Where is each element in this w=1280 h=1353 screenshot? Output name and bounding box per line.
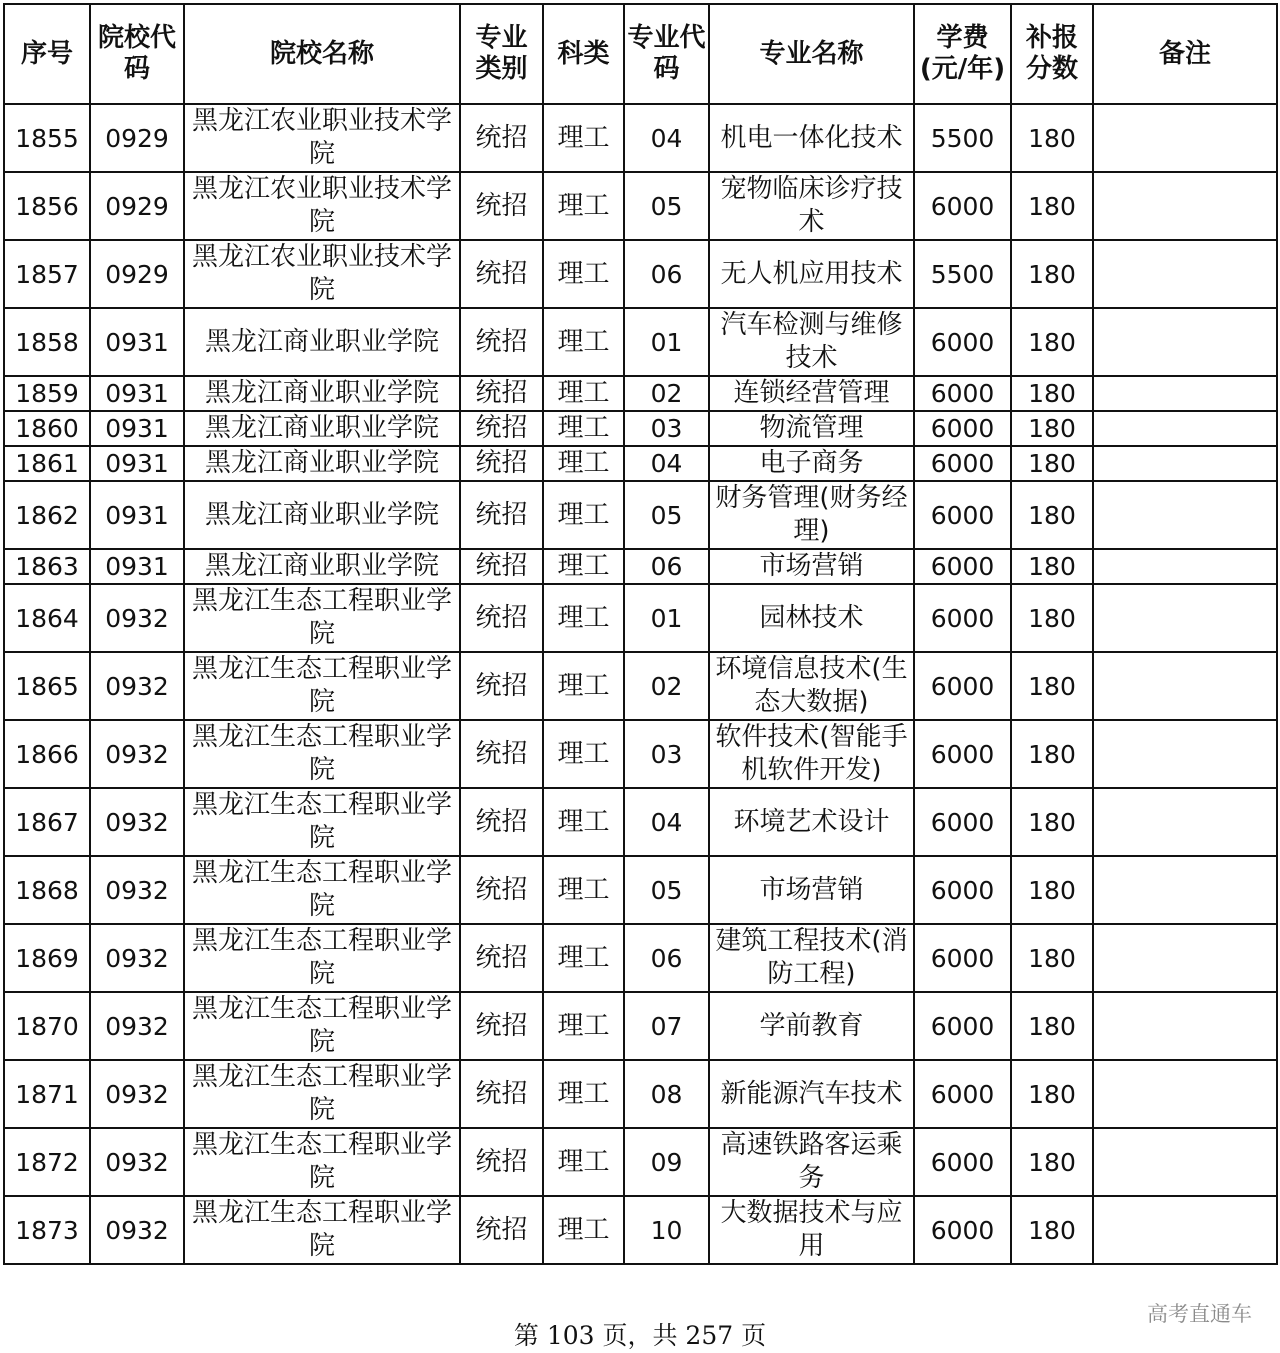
cell-school-code: 0931 xyxy=(90,446,184,481)
table-row xyxy=(4,1128,1277,1196)
cell-major-type: 统招 xyxy=(460,308,543,376)
cell-note xyxy=(1093,240,1277,308)
table-row xyxy=(4,1060,1277,1128)
cell-school-name: 黑龙江农业职业技术学院 xyxy=(184,240,460,308)
cell-school-code: 0932 xyxy=(90,584,184,652)
watermark: 高考直通车 xyxy=(1147,1302,1252,1326)
table-row xyxy=(4,308,1277,376)
table-row xyxy=(4,720,1277,788)
table-row xyxy=(4,411,1277,446)
cell-school-name: 黑龙江生态工程职业学院 xyxy=(184,924,460,992)
cell-tuition: 6000 xyxy=(914,1196,1011,1264)
cell-tuition: 6000 xyxy=(914,376,1011,411)
cell-category: 理工 xyxy=(543,240,624,308)
cell-category: 理工 xyxy=(543,376,624,411)
table-row xyxy=(4,481,1277,549)
cell-major-type: 统招 xyxy=(460,720,543,788)
cell-note xyxy=(1093,308,1277,376)
cell-serial: 1860 xyxy=(4,411,90,446)
cell-school-code: 0932 xyxy=(90,1196,184,1264)
cell-tuition: 5500 xyxy=(914,104,1011,172)
cell-school-code: 0929 xyxy=(90,240,184,308)
cell-category: 理工 xyxy=(543,104,624,172)
cell-major-name: 宠物临床诊疗技术 xyxy=(709,172,914,240)
header-major-code: 专业代码 xyxy=(624,4,709,104)
cell-major-type: 统招 xyxy=(460,240,543,308)
cell-school-name: 黑龙江农业职业技术学院 xyxy=(184,104,460,172)
table-row xyxy=(4,549,1277,584)
cell-major-name: 电子商务 xyxy=(709,446,914,481)
cell-tuition: 6000 xyxy=(914,411,1011,446)
cell-major-type: 统招 xyxy=(460,376,543,411)
cell-school-code: 0931 xyxy=(90,549,184,584)
cell-major-code: 02 xyxy=(624,652,709,720)
cell-serial: 1859 xyxy=(4,376,90,411)
cell-score: 180 xyxy=(1011,104,1093,172)
cell-note xyxy=(1093,652,1277,720)
cell-score: 180 xyxy=(1011,1128,1093,1196)
cell-tuition: 6000 xyxy=(914,720,1011,788)
table-row xyxy=(4,446,1277,481)
header-major-name: 专业名称 xyxy=(709,4,914,104)
cell-school-name: 黑龙江商业职业学院 xyxy=(184,446,460,481)
cell-school-name: 黑龙江生态工程职业学院 xyxy=(184,1060,460,1128)
cell-category: 理工 xyxy=(543,992,624,1060)
cell-tuition: 6000 xyxy=(914,584,1011,652)
cell-major-name: 连锁经营管理 xyxy=(709,376,914,411)
cell-major-type: 统招 xyxy=(460,1060,543,1128)
cell-tuition: 6000 xyxy=(914,1060,1011,1128)
cell-school-code: 0932 xyxy=(90,1060,184,1128)
cell-school-name: 黑龙江生态工程职业学院 xyxy=(184,584,460,652)
cell-major-code: 08 xyxy=(624,1060,709,1128)
table-row xyxy=(4,376,1277,411)
cell-score: 180 xyxy=(1011,172,1093,240)
cell-school-code: 0931 xyxy=(90,411,184,446)
cell-major-name: 建筑工程技术(消防工程) xyxy=(709,924,914,992)
cell-score: 180 xyxy=(1011,652,1093,720)
cell-major-name: 园林技术 xyxy=(709,584,914,652)
cell-category: 理工 xyxy=(543,1196,624,1264)
cell-note xyxy=(1093,856,1277,924)
cell-school-name: 黑龙江生态工程职业学院 xyxy=(184,652,460,720)
cell-serial: 1867 xyxy=(4,788,90,856)
cell-school-code: 0932 xyxy=(90,924,184,992)
cell-school-name: 黑龙江生态工程职业学院 xyxy=(184,1128,460,1196)
table-header-row xyxy=(4,4,1277,104)
cell-note xyxy=(1093,376,1277,411)
cell-major-name: 市场营销 xyxy=(709,549,914,584)
cell-major-code: 04 xyxy=(624,788,709,856)
cell-note xyxy=(1093,104,1277,172)
cell-school-name: 黑龙江商业职业学院 xyxy=(184,549,460,584)
cell-score: 180 xyxy=(1011,924,1093,992)
cell-major-code: 03 xyxy=(624,720,709,788)
cell-major-code: 04 xyxy=(624,446,709,481)
table-row xyxy=(4,992,1277,1060)
cell-major-name: 软件技术(智能手机软件开发) xyxy=(709,720,914,788)
cell-school-name: 黑龙江农业职业技术学院 xyxy=(184,172,460,240)
cell-major-code: 10 xyxy=(624,1196,709,1264)
cell-major-type: 统招 xyxy=(460,446,543,481)
cell-major-name: 大数据技术与应用 xyxy=(709,1196,914,1264)
table-row xyxy=(4,1196,1277,1264)
header-tuition: 学费(元/年) xyxy=(914,4,1011,104)
cell-school-name: 黑龙江生态工程职业学院 xyxy=(184,856,460,924)
cell-serial: 1855 xyxy=(4,104,90,172)
cell-tuition: 6000 xyxy=(914,172,1011,240)
cell-school-code: 0931 xyxy=(90,481,184,549)
cell-score: 180 xyxy=(1011,376,1093,411)
cell-note xyxy=(1093,584,1277,652)
cell-major-type: 统招 xyxy=(460,481,543,549)
cell-note xyxy=(1093,1196,1277,1264)
cell-score: 180 xyxy=(1011,788,1093,856)
cell-note xyxy=(1093,446,1277,481)
table-row xyxy=(4,856,1277,924)
cell-category: 理工 xyxy=(543,549,624,584)
cell-score: 180 xyxy=(1011,856,1093,924)
cell-category: 理工 xyxy=(543,411,624,446)
cell-major-type: 统招 xyxy=(460,992,543,1060)
cell-major-name: 环境艺术设计 xyxy=(709,788,914,856)
cell-major-name: 新能源汽车技术 xyxy=(709,1060,914,1128)
page-number: 第 103 页，共 257 页 xyxy=(513,1321,767,1350)
cell-major-type: 统招 xyxy=(460,411,543,446)
cell-major-type: 统招 xyxy=(460,1196,543,1264)
cell-tuition: 6000 xyxy=(914,924,1011,992)
cell-school-code: 0929 xyxy=(90,172,184,240)
cell-note xyxy=(1093,924,1277,992)
cell-serial: 1873 xyxy=(4,1196,90,1264)
cell-category: 理工 xyxy=(543,856,624,924)
header-serial: 序号 xyxy=(4,4,90,104)
cell-note xyxy=(1093,788,1277,856)
header-school-name: 院校名称 xyxy=(184,4,460,104)
cell-note xyxy=(1093,411,1277,446)
cell-school-code: 0929 xyxy=(90,104,184,172)
cell-score: 180 xyxy=(1011,1060,1093,1128)
cell-score: 180 xyxy=(1011,1196,1093,1264)
cell-major-name: 无人机应用技术 xyxy=(709,240,914,308)
cell-school-name: 黑龙江生态工程职业学院 xyxy=(184,992,460,1060)
cell-serial: 1866 xyxy=(4,720,90,788)
header-note: 备注 xyxy=(1093,4,1277,104)
cell-major-code: 02 xyxy=(624,376,709,411)
table-row xyxy=(4,172,1277,240)
cell-school-code: 0932 xyxy=(90,788,184,856)
cell-serial: 1872 xyxy=(4,1128,90,1196)
cell-major-code: 05 xyxy=(624,481,709,549)
cell-note xyxy=(1093,549,1277,584)
cell-major-type: 统招 xyxy=(460,924,543,992)
cell-major-type: 统招 xyxy=(460,172,543,240)
cell-school-code: 0932 xyxy=(90,992,184,1060)
cell-major-type: 统招 xyxy=(460,1128,543,1196)
cell-major-type: 统招 xyxy=(460,584,543,652)
cell-category: 理工 xyxy=(543,652,624,720)
cell-school-name: 黑龙江商业职业学院 xyxy=(184,308,460,376)
cell-school-name: 黑龙江生态工程职业学院 xyxy=(184,788,460,856)
cell-category: 理工 xyxy=(543,720,624,788)
cell-school-code: 0932 xyxy=(90,652,184,720)
cell-score: 180 xyxy=(1011,992,1093,1060)
cell-major-name: 学前教育 xyxy=(709,992,914,1060)
cell-score: 180 xyxy=(1011,411,1093,446)
cell-school-name: 黑龙江商业职业学院 xyxy=(184,481,460,549)
cell-score: 180 xyxy=(1011,720,1093,788)
cell-major-code: 04 xyxy=(624,104,709,172)
cell-serial: 1861 xyxy=(4,446,90,481)
header-major-type: 专业类别 xyxy=(460,4,543,104)
cell-score: 180 xyxy=(1011,584,1093,652)
cell-score: 180 xyxy=(1011,308,1093,376)
cell-category: 理工 xyxy=(543,172,624,240)
cell-category: 理工 xyxy=(543,788,624,856)
cell-major-code: 07 xyxy=(624,992,709,1060)
cell-tuition: 6000 xyxy=(914,788,1011,856)
cell-serial: 1856 xyxy=(4,172,90,240)
cell-category: 理工 xyxy=(543,1060,624,1128)
header-score: 补报分数 xyxy=(1011,4,1093,104)
cell-major-code: 06 xyxy=(624,240,709,308)
cell-note xyxy=(1093,172,1277,240)
cell-tuition: 6000 xyxy=(914,308,1011,376)
cell-tuition: 6000 xyxy=(914,652,1011,720)
cell-note xyxy=(1093,1128,1277,1196)
cell-serial: 1869 xyxy=(4,924,90,992)
cell-category: 理工 xyxy=(543,584,624,652)
cell-major-name: 财务管理(财务经理) xyxy=(709,481,914,549)
cell-school-code: 0931 xyxy=(90,308,184,376)
cell-major-code: 03 xyxy=(624,411,709,446)
cell-serial: 1868 xyxy=(4,856,90,924)
cell-major-code: 05 xyxy=(624,172,709,240)
cell-major-name: 市场营销 xyxy=(709,856,914,924)
cell-serial: 1871 xyxy=(4,1060,90,1128)
cell-score: 180 xyxy=(1011,446,1093,481)
cell-major-type: 统招 xyxy=(460,788,543,856)
cell-tuition: 6000 xyxy=(914,549,1011,584)
cell-school-code: 0932 xyxy=(90,720,184,788)
cell-tuition: 6000 xyxy=(914,481,1011,549)
cell-note xyxy=(1093,992,1277,1060)
cell-major-code: 06 xyxy=(624,924,709,992)
cell-score: 180 xyxy=(1011,549,1093,584)
cell-major-name: 机电一体化技术 xyxy=(709,104,914,172)
cell-tuition: 5500 xyxy=(914,240,1011,308)
cell-serial: 1858 xyxy=(4,308,90,376)
cell-major-code: 01 xyxy=(624,584,709,652)
cell-serial: 1862 xyxy=(4,481,90,549)
table-row xyxy=(4,652,1277,720)
cell-serial: 1865 xyxy=(4,652,90,720)
cell-major-name: 汽车检测与维修技术 xyxy=(709,308,914,376)
cell-major-name: 高速铁路客运乘务 xyxy=(709,1128,914,1196)
header-school-code: 院校代码 xyxy=(90,4,184,104)
cell-major-code: 05 xyxy=(624,856,709,924)
cell-school-code: 0932 xyxy=(90,856,184,924)
table-row xyxy=(4,924,1277,992)
table-row xyxy=(4,240,1277,308)
cell-school-name: 黑龙江生态工程职业学院 xyxy=(184,720,460,788)
cell-serial: 1863 xyxy=(4,549,90,584)
cell-major-type: 统招 xyxy=(460,549,543,584)
cell-tuition: 6000 xyxy=(914,446,1011,481)
cell-school-name: 黑龙江商业职业学院 xyxy=(184,411,460,446)
cell-major-code: 09 xyxy=(624,1128,709,1196)
admission-table xyxy=(3,3,1278,1265)
cell-school-name: 黑龙江生态工程职业学院 xyxy=(184,1196,460,1264)
header-category: 科类 xyxy=(543,4,624,104)
cell-serial: 1870 xyxy=(4,992,90,1060)
cell-note xyxy=(1093,481,1277,549)
cell-score: 180 xyxy=(1011,481,1093,549)
cell-school-code: 0931 xyxy=(90,376,184,411)
cell-serial: 1864 xyxy=(4,584,90,652)
cell-major-name: 环境信息技术(生态大数据) xyxy=(709,652,914,720)
cell-note xyxy=(1093,1060,1277,1128)
table-row xyxy=(4,104,1277,172)
cell-category: 理工 xyxy=(543,446,624,481)
cell-note xyxy=(1093,720,1277,788)
cell-category: 理工 xyxy=(543,1128,624,1196)
cell-major-type: 统招 xyxy=(460,652,543,720)
cell-major-code: 06 xyxy=(624,549,709,584)
cell-category: 理工 xyxy=(543,924,624,992)
cell-major-code: 01 xyxy=(624,308,709,376)
cell-major-type: 统招 xyxy=(460,104,543,172)
cell-category: 理工 xyxy=(543,481,624,549)
cell-major-name: 物流管理 xyxy=(709,411,914,446)
table-row xyxy=(4,584,1277,652)
cell-school-name: 黑龙江商业职业学院 xyxy=(184,376,460,411)
cell-tuition: 6000 xyxy=(914,1128,1011,1196)
cell-score: 180 xyxy=(1011,240,1093,308)
cell-category: 理工 xyxy=(543,308,624,376)
cell-school-code: 0932 xyxy=(90,1128,184,1196)
cell-tuition: 6000 xyxy=(914,992,1011,1060)
table-row xyxy=(4,788,1277,856)
cell-serial: 1857 xyxy=(4,240,90,308)
table-body xyxy=(4,104,1277,1264)
cell-tuition: 6000 xyxy=(914,856,1011,924)
cell-major-type: 统招 xyxy=(460,856,543,924)
